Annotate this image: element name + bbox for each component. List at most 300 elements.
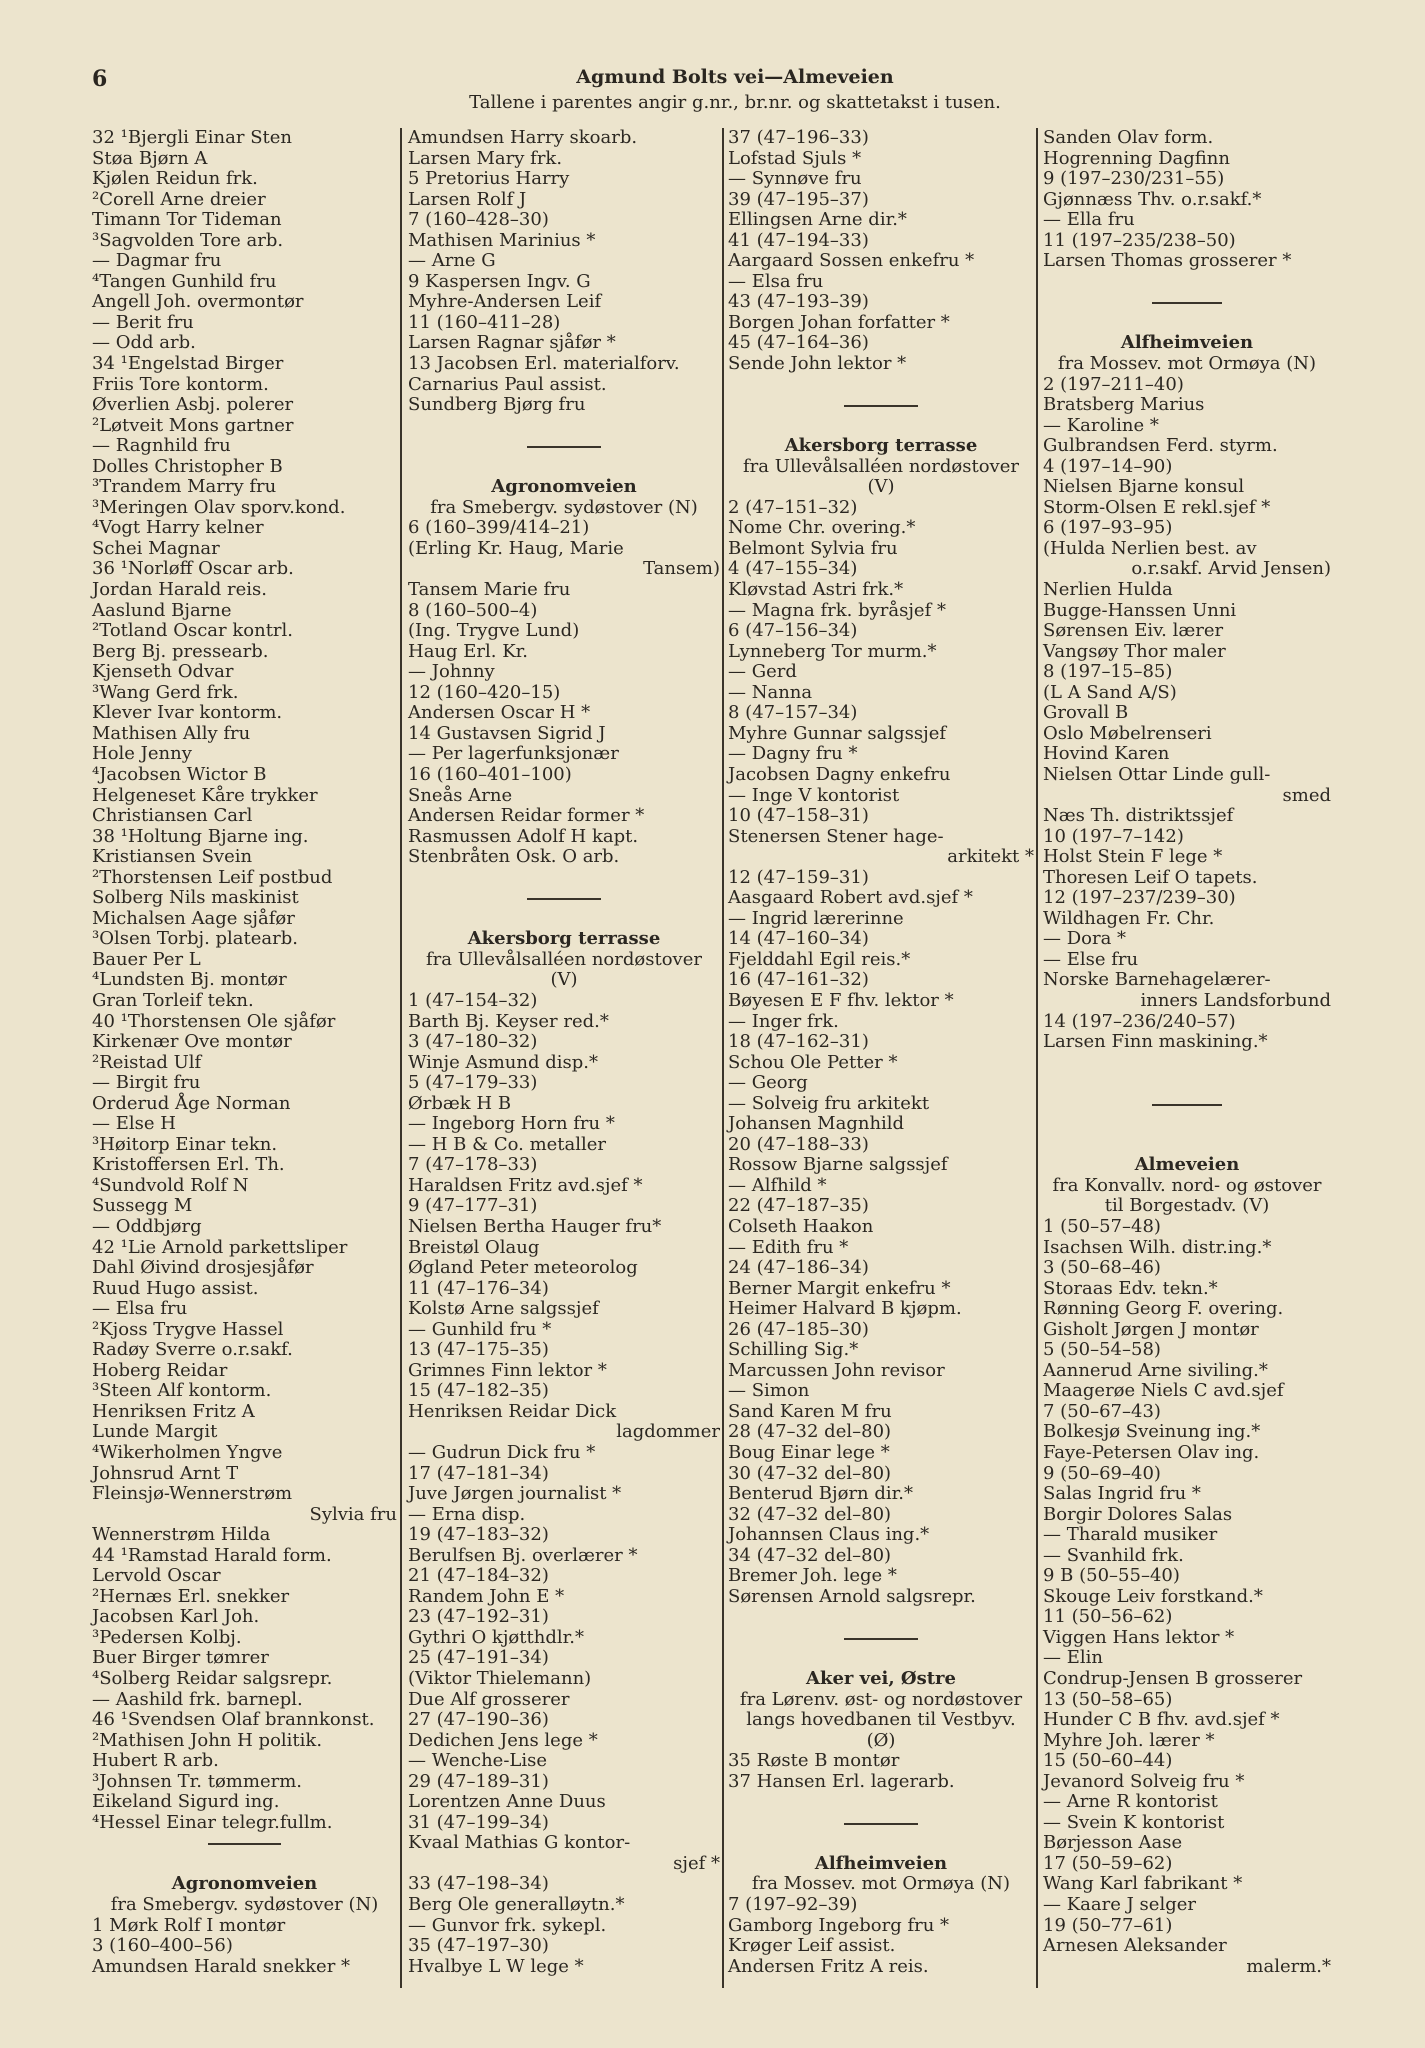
directory-entry-line: Larsen Mary frk. [408,147,563,169]
directory-entry-line: Larsen Thomas grosserer * [1043,250,1292,272]
directory-entry-line: ³Steen Alf kontorm. [92,1380,272,1402]
blank-line [728,1648,1034,1669]
directory-entry-line: — Alfhild * [728,1174,827,1196]
directory-entry-line: 11 (47–176–34) [408,1277,549,1299]
page-title: Agmund Bolts vei—Almeveien [576,66,894,88]
section-separator [408,436,720,457]
directory-entry-line: Hogrenning Dagfinn [1043,147,1230,169]
page-header [0,62,1425,122]
directory-entry-line: 15 (50–60–44) [1043,1750,1173,1772]
directory-entry-line: Larsen Ragnar sjåfør * [408,332,616,354]
street-description: fra Konvallv. nord- og østover [1052,1174,1322,1196]
directory-entry-line: Aasgaard Robert avd.sjef * [728,887,973,909]
directory-entry-line: Nielsen Ottar Linde gull- [1043,763,1271,785]
directory-entry-line: ²Kjoss Trygve Hassel [92,1318,284,1340]
directory-entry-line: 23 (47–192–31) [408,1606,549,1628]
directory-entry-line: 39 (47–195–37) [728,188,869,210]
directory-entry-line: 6 (197–93–95) [1043,517,1173,539]
directory-entry-line: 37 Hansen Erl. lagerarb. [728,1770,955,1792]
directory-entry-line: 43 (47–193–39) [728,291,869,313]
directory-entry-line: Schei Magnar [92,537,220,559]
directory-entry-line: 6 (160–399/414–21) [408,517,590,539]
street-description: fra Smebergv. sydøstover (N) [110,1894,379,1916]
street-heading: Aker vei, Østre [806,1668,956,1690]
directory-entry-line: — Magna frk. byråsjef * [728,599,946,621]
directory-entry-line: Jordan Harald reis. [92,579,267,601]
column-2 [408,128,720,1977]
street-description: fra Mossev. mot Ormøya (N) [751,1873,1011,1895]
directory-entry-line: Borgen Johan forfatter * [728,311,950,333]
directory-entry-line: Bolkesjø Sveinung ing.* [1043,1421,1261,1443]
directory-entry-line: 26 (47–185–30) [728,1318,869,1340]
street-heading: Alfheimveien [1120,332,1254,354]
directory-entry-line: Kristiansen Svein [92,846,253,868]
directory-entry-line: Isachsen Wilh. distr.ing.* [1043,1236,1272,1258]
blank-line [408,868,720,889]
directory-entry-line: Gamborg Ingeborg fru * [728,1914,950,1936]
directory-entry-line: Aaslund Bjarne [92,599,232,621]
directory-entry-line: 10 (47–158–31) [728,805,869,827]
directory-entry-line: Timann Tor Tideman [92,209,282,231]
directory-entry-line: 6 (47–156–34) [728,620,858,642]
directory-entry-continuation: Sylvia fru [309,1503,397,1525]
directory-entry-line: Dedichen Jens lege * [408,1729,598,1751]
directory-entry-line: 29 (47–189–31) [408,1770,549,1792]
blank-line [728,1833,1034,1854]
directory-entry-line: Gjønnæss Thv. o.r.sakf.* [1043,188,1262,210]
directory-entry-line: 25 (47–191–34) [408,1647,549,1669]
directory-entry-line: ³Trandem Marry fru [92,476,277,498]
directory-entry-line: Nielsen Bjarne konsul [1043,476,1245,498]
directory-entry-line: Wennerstrøm Hilda [92,1524,271,1546]
directory-entry-line: 35 (47–197–30) [408,1935,549,1957]
directory-entry-line: 19 (47–183–32) [408,1524,549,1546]
directory-entry-line: Kvaal Mathias G kontor- [408,1832,631,1854]
directory-entry-line: 9 B (50–55–40) [1043,1565,1180,1587]
directory-entry-line: — Erna disp. [408,1503,526,1525]
directory-entry-line: — Elsa fru [92,1298,188,1320]
directory-entry-line: 15 (47–182–35) [408,1380,549,1402]
directory-entry-line: Mathisen Ally fru [92,722,251,744]
directory-entry-line: 7 (160–428–30) [408,209,549,231]
directory-entry-continuation: o.r.sakf. Arvid Jensen) [1131,558,1331,580]
directory-entry-continuation: malerm.* [1246,1955,1331,1977]
directory-entry-line: Bauer Per L [92,948,201,970]
directory-entry-line: Borgir Dolores Salas [1043,1503,1233,1525]
directory-entry-line: 9 (50–69–40) [1043,1462,1161,1484]
directory-entry-line: — Inge V kontorist [728,784,900,806]
directory-entry-line: (Ing. Trygve Lund) [408,620,580,642]
directory-entry-line: Kjenseth Odvar [92,661,234,683]
directory-entry-line: ⁴Jacobsen Wictor B [92,763,267,785]
directory-entry-line: Tansem Marie fru [408,579,571,601]
directory-entry-line: — Birgit fru [92,1072,201,1094]
directory-entry-line: Amundsen Harry skoarb. [408,127,638,148]
directory-entry-line: 20 (47–188–33) [728,1133,869,1155]
directory-entry-line: Oslo Møbelrenseri [1043,722,1212,744]
directory-entry-line: 12 (47–159–31) [728,866,869,888]
directory-entry-line: — Svein K kontorist [1043,1811,1225,1833]
directory-entry-line: Schilling Sig.* [728,1339,859,1361]
directory-entry-line: ³Olsen Torbj. platearb. [92,928,299,950]
directory-entry-line: 8 (160–500–4) [408,599,538,621]
directory-entry-line: Faye-Petersen Olav ing. [1043,1442,1260,1463]
blank-line [728,375,1034,396]
blank-line [728,1792,1034,1813]
directory-entry-line: 1 Mørk Rolf I montør [92,1914,286,1936]
directory-entry-line: — Ingeborg Horn fru * [408,1113,615,1135]
directory-entry-line: ³Sagvolden Tore arb. [92,229,284,251]
directory-entry-line: Maagerøe Niels C avd.sjef [1043,1380,1284,1402]
directory-entry-line: Bugge-Hanssen Unni [1043,599,1237,621]
column-divider [1036,128,1038,1988]
column-1 [92,128,397,1977]
column-3 [728,128,1034,1977]
directory-entry-line: Ruud Hugo assist. [92,1277,259,1299]
directory-entry-line: 5 (50–54–58) [1043,1339,1161,1361]
directory-entry-line: 24 (47–186–34) [728,1257,869,1279]
directory-entry-line: Jevanord Solveig fru * [1043,1770,1245,1792]
directory-entry-line: — Gudrun Dick fru * [408,1442,596,1463]
directory-entry-line: 36 ¹Norløff Oscar arb. [92,558,294,580]
directory-entry-line: Dahl Øivind drosjesjåfør [92,1257,314,1279]
directory-entry-line: — Ingrid lærerinne [728,907,904,929]
directory-entry-line: 5 Pretorius Harry [408,168,570,190]
directory-entry-line: 38 ¹Holtung Bjarne ing. [92,825,309,847]
directory-entry-line: 19 (50–77–61) [1043,1914,1173,1936]
directory-entry-line: Hoberg Reidar [92,1359,228,1381]
directory-entry-line: Kirkenær Ove montør [92,1031,292,1053]
blank-line [408,416,720,437]
directory-entry-line: 30 (47–32 del–80) [728,1462,892,1484]
directory-entry-continuation: smed [1282,784,1331,806]
directory-entry-line: ³Wang Gerd frk. [92,681,239,703]
directory-entry-line: Skouge Leiv forstkand.* [1043,1585,1263,1607]
directory-entry-line: Larsen Rolf J [408,188,527,210]
directory-entry-line: Berg Bj. pressearb. [92,640,269,662]
directory-entry-line: Bøyesen E F fhv. lektor * [728,989,954,1011]
directory-entry-line: Sende John lektor * [728,353,907,375]
directory-entry-line: 32 ¹Bjergli Einar Sten [92,127,293,148]
street-heading: Akersborg terrasse [784,435,978,457]
directory-entry-line: — Wenche-Lise [408,1750,548,1772]
directory-entry-line: Andersen Reidar former * [408,805,645,827]
directory-entry-line: Hvalbye L W lege * [408,1955,584,1977]
directory-entry-line: 40 ¹Thorstensen Ole sjåfør [92,1010,336,1032]
street-description: fra Lørenv. øst- og nordøstover [739,1688,1023,1710]
directory-entry-line: 27 (47–190–36) [408,1709,549,1731]
directory-entry-line: — Elin [1043,1647,1103,1669]
directory-entry-line: Hubert R arb. [92,1750,219,1772]
directory-entry-line: Mathisen Marinius * [408,229,596,251]
directory-entry-line: 32 (47–32 del–80) [728,1503,892,1525]
street-description: fra Ullevålsalléen nordøstover [743,455,1019,477]
directory-entry-line: Grimnes Finn lektor * [408,1359,607,1381]
blank-line [408,909,720,930]
directory-entry-line: Norske Barnehagelærer- [1043,969,1271,991]
directory-entry-line: Andersen Fritz A reis. [728,1955,929,1977]
directory-entry-line: Kjølen Reidun frk. [92,168,258,190]
column-divider [400,128,402,1988]
blank-line [1043,1053,1331,1074]
directory-entry-line: Christiansen Carl [92,805,253,827]
directory-entry-line: — Dagmar fru [92,250,222,272]
directory-entry-line: — Berit fru [92,311,194,333]
directory-entry-line: (L A Sand A/S) [1043,681,1177,703]
blank-line [1043,1135,1331,1156]
directory-entry-line: Gisholt Jørgen J montør [1043,1318,1259,1340]
directory-entry-line: 8 (47–157–34) [728,702,858,724]
directory-entry-line: (Viktor Thielemann) [408,1668,592,1690]
directory-entry-line: 3 (160–400–56) [92,1935,233,1957]
directory-entry-line: 13 (50–58–65) [1043,1688,1173,1710]
directory-entry-line: Thoresen Leif O tapets. [1043,866,1258,888]
directory-entry-line: — Per lagerfunksjonær [408,743,619,765]
directory-entry-line: Aargaard Sossen enkefru * [728,250,975,272]
directory-entry-line: Kløvstad Astri frk.* [728,579,904,601]
directory-entry-line: 34 (47–32 del–80) [728,1544,892,1566]
directory-entry-line: ⁴Lundsten Bj. montør [92,969,287,991]
directory-entry-line: — Tharald musiker [1043,1524,1218,1546]
directory-entry-line: 11 (197–235/238–50) [1043,229,1236,251]
directory-entry-line: Grovall B [1043,702,1129,724]
directory-entry-line: — Odd arb. [92,332,196,354]
directory-entry-continuation: inners Landsforbund [1140,989,1331,1011]
blank-line [1043,1073,1331,1094]
directory-entry-line: ²Hernæs Erl. snekker [92,1585,290,1607]
directory-entry-line: Boug Einar lege * [728,1442,890,1463]
directory-entry-line: 28 (47–32 del–80) [728,1421,892,1443]
directory-entry-line: 16 (47–161–32) [728,969,869,991]
directory-entry-line: 5 (47–179–33) [408,1072,538,1094]
directory-entry-line: Johnsrud Arnt T [92,1462,239,1484]
directory-entry-line: Kolstø Arne salgssjef [408,1298,599,1320]
directory-entry-line: 17 (50–59–62) [1043,1852,1173,1874]
directory-entry-line: ²Løtveit Mons gartner [92,414,294,436]
directory-entry-line: Lynneberg Tor murm.* [728,640,937,662]
directory-entry-line: 45 (47–164–36) [728,332,869,354]
directory-entry-line: — Gunvor frk. sykepl. [408,1914,607,1936]
directory-entry-continuation: arkitekt * [947,846,1034,868]
directory-entry-line: Henriksen Reidar Dick [408,1400,617,1422]
directory-entry-line: 16 (160–401–100) [408,763,572,785]
directory-entry-line: Klever Ivar kontorm. [92,702,283,724]
directory-entry-line: Sand Karen M fru [728,1400,892,1422]
directory-entry-line: — H B & Co. metaller [408,1133,607,1155]
directory-entry-line: Sussegg M [92,1195,193,1217]
section-separator [728,395,1034,416]
directory-entry-line: 18 (47–162–31) [728,1031,869,1053]
directory-entry-line: (Erling Kr. Haug, Marie [408,537,624,559]
directory-entry-line: 14 (47–160–34) [728,928,869,950]
directory-entry-line: ⁴Hessel Einar telegr.fullm. [92,1811,333,1833]
directory-entry-line: 44 ¹Ramstad Harald form. [92,1544,332,1566]
directory-entry-line: ⁴Solberg Reidar salgsrepr. [92,1668,333,1690]
directory-entry-line: — Svanhild frk. [1043,1544,1184,1566]
directory-entry-line: ⁴Wikerholmen Yngve [92,1442,283,1463]
directory-entry-line: Michalsen Aage sjåfør [92,907,295,929]
directory-entry-line: Krøger Leif assist. [728,1935,896,1957]
street-description: (V) [867,476,895,498]
directory-entry-line: — Solveig fru arkitekt [728,1092,930,1114]
directory-entry-line: — Aashild frk. barnepl. [92,1688,303,1710]
street-heading: Akersborg terrasse [467,928,661,950]
directory-entry-line: Stenbråten Osk. O arb. [408,846,620,868]
directory-entry-line: Condrup-Jensen B grosserer [1043,1668,1303,1690]
section-separator [728,1628,1034,1649]
directory-entry-line: — Ella fru [1043,209,1135,231]
directory-entry-line: Kristoffersen Erl. Th. [92,1154,285,1176]
blank-line [1043,272,1331,293]
directory-entry-line: Colseth Haakon [728,1215,874,1237]
directory-entry-line: — Oddbjørg [92,1215,202,1237]
directory-entry-line: Myhre Joh. lærer * [1043,1729,1215,1751]
directory-entry-line: ²Mathisen John H politik. [92,1729,323,1751]
directory-entry-line: 14 Gustavsen Sigrid J [408,722,606,744]
directory-entry-line: Støa Bjørn A [92,147,208,169]
directory-entry-line: Salas Ingrid fru * [1043,1483,1201,1505]
directory-entry-line: 4 (197–14–90) [1043,455,1173,477]
directory-entry-line: — Else H [92,1113,176,1135]
directory-entry-line: Eikeland Sigurd ing. [92,1791,280,1813]
directory-entry-line: Ellingsen Arne dir.* [728,209,907,231]
directory-entry-line: Gythri O kjøtthdlr.* [408,1626,584,1648]
directory-entry-line: 13 Jacobsen Erl. materialforv. [408,353,680,375]
directory-entry-line: 1 (47–154–32) [408,989,538,1011]
directory-entry-line: — Synnøve fru [728,168,862,190]
directory-entry-line: ⁴Vogt Harry kelner [92,517,264,539]
directory-entry-line: Larsen Finn maskining.* [1043,1031,1268,1053]
directory-entry-line: — Gunhild fru * [408,1318,552,1340]
directory-entry-line: Bremer Joh. lege * [728,1565,897,1587]
column-4 [1043,128,1331,1977]
directory-entry-line: Hunder C B fhv. avd.sjef * [1043,1709,1280,1731]
directory-entry-line: Sundberg Bjørg fru [408,394,586,416]
directory-entry-line: Viggen Hans lektor * [1043,1626,1235,1648]
page-number: 6 [92,66,108,92]
directory-entry-line: Barth Bj. Keyser red.* [408,1010,609,1032]
directory-entry-line: 8 (197–15–85) [1043,661,1173,683]
directory-entry-line: 17 (47–181–34) [408,1462,549,1484]
directory-entry-line: Sneås Arne [408,784,513,806]
directory-entry-line: — Simon [728,1380,810,1402]
directory-entry-line: Radøy Sverre o.r.sakf. [92,1339,293,1361]
directory-entry-line: Nome Chr. overing.* [728,517,916,539]
directory-entry-line: — Inger frk. [728,1010,839,1032]
street-description: fra Smebergv. sydøstover (N) [430,496,698,518]
directory-entry-line: 3 (47–180–32) [408,1031,538,1053]
directory-entry-line: Fleinsjø-Wennerstrøm [92,1483,293,1505]
directory-entry-line: 7 (50–67–43) [1043,1400,1161,1422]
directory-entry-line: ⁴Sundvold Rolf N [92,1174,249,1196]
directory-entry-line: — Dagny fru * [728,743,858,765]
street-description: fra Mossev. mot Ormøya (N) [1057,353,1317,375]
directory-entry-line: Lunde Margit [92,1421,218,1443]
directory-entry-line: Myhre Gunnar salgssjef [728,722,947,744]
street-heading: Alfheimveien [814,1852,948,1874]
directory-entry-line: ²Corell Arne dreier [92,188,266,210]
directory-entry-line: 9 (197–230/231–55) [1043,168,1225,190]
directory-entry-line: — Arne R kontorist [1043,1791,1218,1813]
directory-entry-line: 46 ¹Svendsen Olaf brannkonst. [92,1709,375,1731]
directory-entry-line: Stenersen Stener hage- [728,825,944,847]
directory-entry-line: 33 (47–198–34) [408,1873,549,1895]
directory-entry-line: Berner Margit enkefru * [728,1277,951,1299]
directory-entry-line: Andersen Oscar H * [408,702,591,724]
directory-entry-line: 12 (197–237/239–30) [1043,887,1236,909]
directory-entry-line: Næs Th. distriktssjef [1043,805,1234,827]
directory-entry-line: 13 (47–175–35) [408,1339,549,1361]
directory-entry-line: Randem John E * [408,1585,565,1607]
directory-entry-line: 11 (50–56–62) [1043,1606,1173,1628]
section-separator [92,1833,397,1854]
directory-entry-line: Fjelddahl Egil reis.* [728,948,911,970]
directory-entry-line: Jacobsen Karl Joh. [92,1606,260,1628]
directory-entry-line: Orderud Åge Norman [92,1092,291,1114]
directory-entry-line: — Nanna [728,681,813,703]
directory-entry-line: Gran Torleif tekn. [92,989,254,1011]
street-description: til Borgestadv. (V) [1104,1195,1270,1217]
directory-entry-line: Hovind Karen [1043,743,1170,765]
directory-entry-line: 2 (197–211–40) [1043,373,1184,395]
directory-entry-line: Jacobsen Dagny enkefru [728,763,951,785]
street-heading: Agronomveien [171,1873,318,1895]
directory-entry-line: Nerlien Hulda [1043,579,1173,601]
directory-entry-line: Sanden Olav form. [1043,127,1214,148]
directory-entry-line: Sørensen Eiv. lærer [1043,620,1224,642]
street-heading: Almeveien [1134,1154,1240,1176]
directory-entry-line: ²Totland Oscar kontrl. [92,620,294,642]
directory-entry-line: Sørensen Arnold salgsrepr. [728,1585,976,1607]
section-separator [408,888,720,909]
directory-entry-line: Solberg Nils maskinist [92,887,299,909]
directory-entry-line: — Karoline * [1043,414,1159,436]
directory-entry-line: Børjesson Aase [1043,1832,1183,1854]
directory-entry-line: — Edith fru * [728,1236,849,1258]
directory-entry-line: 3 (50–68–46) [1043,1257,1161,1279]
directory-entry-line: Dolles Christopher B [92,455,283,477]
directory-entry-line: — Else fru [1043,948,1139,970]
directory-entry-line: Benterud Bjørn dir.* [728,1483,913,1505]
directory-entry-line: 7 (47–178–33) [408,1154,538,1176]
directory-entry-line: 37 (47–196–33) [728,127,869,148]
section-separator [1043,1094,1331,1115]
directory-entry-line: Bratsberg Marius [1043,394,1205,416]
directory-entry-line: 21 (47–184–32) [408,1565,549,1587]
page-subtitle: Tallene i parentes angir g.nr., br.nr. og skattetakst i tusen. [469,92,1001,113]
section-separator [1043,292,1331,313]
directory-entry-line: Hole Jenny [92,743,192,765]
directory-entry-line: 4 (47–155–34) [728,558,858,580]
directory-entry-line: (Hulda Nerlien best. av [1043,537,1257,559]
directory-entry-line: Henriksen Fritz A [92,1400,255,1422]
street-description: langs hovedbanen til Vestbyv. [746,1709,1016,1731]
directory-entry-line: Berulfsen Bj. overlærer * [408,1544,638,1566]
directory-entry-line: — Arne G [408,250,496,272]
blank-line [728,416,1034,437]
directory-entry-line: Amundsen Harald snekker * [92,1955,351,1977]
directory-entry-line: Helgeneset Kåre trykker [92,784,318,806]
directory-entry-line: Angell Joh. overmontør [92,291,304,313]
directory-entry-line: — Gerd [728,661,797,683]
column-divider [722,128,724,1988]
directory-entry-line: 34 ¹Engelstad Birger [92,353,284,375]
blank-line [1043,1114,1331,1135]
directory-entry-line: — Johnny [408,661,495,683]
directory-entry-line: 10 (197–7–142) [1043,825,1184,847]
directory-entry-line: — Ragnhild fru [92,435,231,457]
directory-entry-line: ⁴Tangen Gunhild fru [92,270,277,292]
